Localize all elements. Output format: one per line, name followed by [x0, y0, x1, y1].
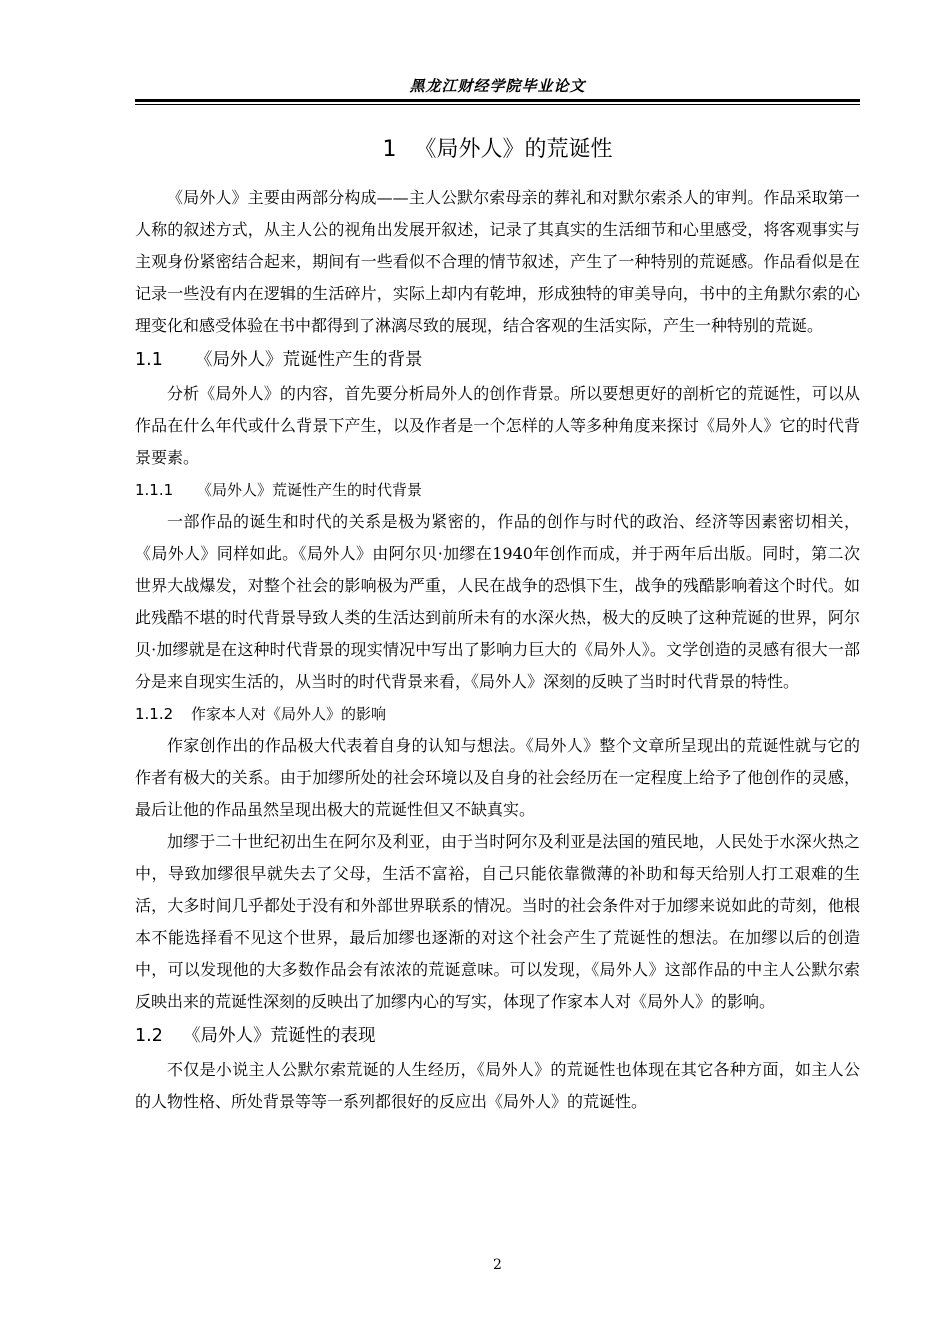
section-number: 1.1.2 [135, 705, 174, 723]
section-title: 《局外人》荒诞性的表现 [183, 1026, 376, 1046]
paragraph-1-1-2-a: 作家创作出的作品极大代表着自身的认知与想法。《局外人》整个文章所呈现出的荒诞性就与它的作者有极大的关系。由于加缪所处的社会环境以及自身的社会经历在一定程度上给予了他创作的灵感，最后让他的作品虽然呈现出极大的荒诞性但又不缺真实。 [135, 736, 860, 819]
paragraph-1-1-2-b: 加缪于二十世纪初出生在阿尔及利亚，由于当时阿尔及利亚是法国的殖民地，人民处于水深火热之中，导致加缪很早就失去了父母，生活不富裕，自己只能依靠微薄的补助和每天给别人打工艰难的生活，大多时间几乎都处于没有和外部世界联系的情况。当时的社会条件对于加缪来说如此的苛刻，他根本不能选择看不见这个世界，最后加缪也逐渐的对这个社会产生了荒诞性的想法。在加缪以后的创造中，可以发现他的大多数作品会有浓浓的荒诞意味。可以发现，《局外人》这部作品的中主人公默尔索反映出来的荒诞性深刻的反映出了加缪内心的写实，体现了作家本人对《局外人》的影响。 [135, 832, 860, 1011]
section-number: 1.1 [135, 350, 163, 370]
running-header: 黑龙江财经学院毕业论文 [409, 77, 586, 95]
section-heading-1-2 [135, 1018, 860, 1054]
header-rule-thin [135, 104, 860, 105]
section-heading-1-1-2 [135, 698, 860, 730]
paragraph-1-1-1: 一部作品的诞生和时代的关系是极为紧密的，作品的创作与时代的政治、经济等因素密切相关，《局外人》同样如此。《局外人》由阿尔贝·加缪在1940年创作而成，并于两年后出版。同时，第二次世界大战爆发，对整个社会的影响极为严重，人民在战争的恐惧下生，战争的残酷影响着这个时代。如此残酷不堪的时代背景导致人类的生活达到前所未有的水深火热，极大的反映了这种荒诞的世界，阿尔贝·加缪就是在这种时代背景的现实情况中写出了影响力巨大的《局外人》。文学创造的灵感有很大一部分是来自现实生活的，从当时的时代背景来看，《局外人》深刻的反映了当时时代背景的特性。 [135, 512, 860, 691]
body-text [135, 182, 860, 1118]
section-heading-1-1-1 [135, 474, 860, 506]
section-title: 《局外人》荒诞性产生的背景 [195, 350, 423, 370]
section-heading-1-1 [135, 342, 860, 378]
paragraph-1-1: 分析《局外人》的内容，首先要分析局外人的创作背景。所以要想更好的剖析它的荒诞性，可以从作品在什么年代或什么背景下产生，以及作者是一个怎样的人等多种角度来探讨《局外人》它的时代背景要素。 [135, 384, 860, 467]
chapter-number: 1 [382, 137, 397, 162]
section-number: 1.2 [135, 1026, 163, 1046]
section-title: 《局外人》荒诞性产生的时代背景 [197, 481, 423, 499]
chapter-title: 《局外人》的荒诞性 [414, 137, 613, 162]
header-rule-thick [135, 99, 860, 102]
paragraph-1-2: 不仅是小说主人公默尔索荒诞的人生经历，《局外人》的荒诞性也体现在其它各种方面，如主人公的人物性格、所处背景等等一系列都很好的反应出《局外人》的荒诞性。 [135, 1060, 860, 1111]
chapter-heading [135, 130, 860, 170]
section-title: 作家本人对《局外人》的影响 [191, 705, 387, 723]
page-number: 2 [493, 1257, 502, 1273]
intro-paragraph: 《局外人》主要由两部分构成——主人公默尔索母亲的葬礼和对默尔索杀人的审判。作品采取第一人称的叙述方式，从主人公的视角出发展开叙述，记录了其真实的生活细节和心里感受，将客观事实与主观身份紧密结合起来，期间有一些看似不合理的情节叙述，产生了一种特别的荒诞感。作品看似是在记录一些没有内在逻辑的生活碎片，实际上却内有乾坤，形成独特的审美导向，书中的主角默尔索的心理变化和感受体验在书中都得到了淋漓尽致的展现，结合客观的生活实际，产生一种特别的荒诞。 [135, 188, 860, 335]
section-number: 1.1.1 [135, 481, 174, 499]
